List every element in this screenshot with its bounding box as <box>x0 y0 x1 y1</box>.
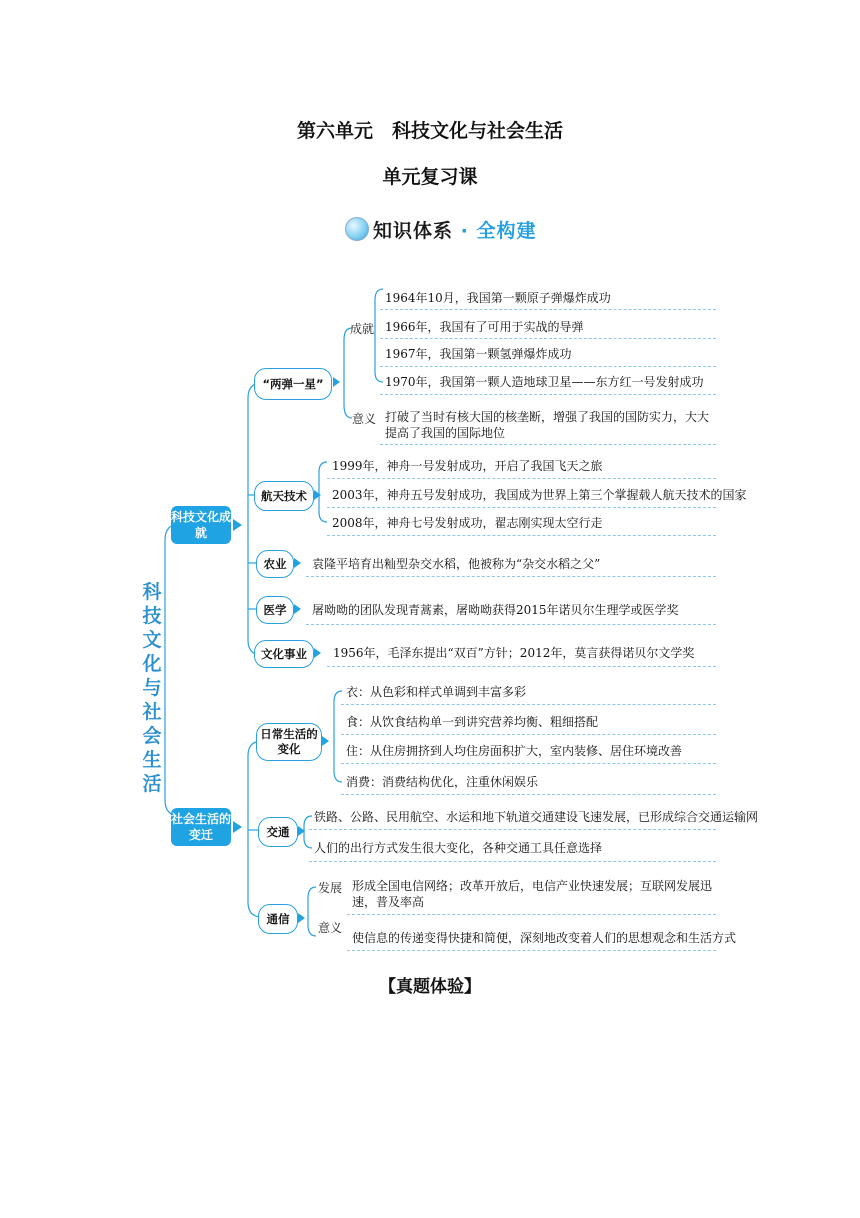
arrow-icon <box>314 490 321 500</box>
list-item: 衣：从色彩和样式单调到丰富多彩 <box>346 685 527 699</box>
arrow-icon <box>233 821 242 833</box>
divider <box>341 763 716 764</box>
divider <box>327 666 716 667</box>
divider <box>306 624 716 625</box>
list-item: 消费：消费结构优化，注重休闲娱乐 <box>346 775 539 789</box>
comm-meaning-text: 使信息的传递变得快捷和简便，深刻地改变着人们的思想观念和生活方式 <box>352 931 737 945</box>
node-medicine: 医学 <box>256 596 294 624</box>
divider <box>327 535 716 536</box>
list-item: 2003年，神舟五号发射成功，我国成为世界上第三个掌握载人航天技术的国家 <box>332 488 747 502</box>
arrow-icon <box>233 519 242 531</box>
node-culture: 文化事业 <box>254 640 314 668</box>
divider <box>341 794 716 795</box>
node-traffic: 交通 <box>258 817 298 847</box>
list-item: 食：从饮食结构单一到讲究营养均衡、粗细搭配 <box>346 715 599 729</box>
list-item: 2008年，神舟七号发射成功，翟志刚实现太空行走 <box>332 516 603 530</box>
arrow-icon <box>322 736 329 746</box>
divider <box>306 576 716 577</box>
node-space: 航天技术 <box>254 481 314 511</box>
list-item: 1964年10月，我国第一颗原子弹爆炸成功 <box>385 291 611 305</box>
tag-development: 发展 <box>318 881 343 895</box>
list-item: 人们的出行方式发生很大变化，各种交通工具任意选择 <box>314 841 603 855</box>
node-two-bombs: “两弹一星” <box>254 368 332 400</box>
arrow-icon <box>333 377 340 387</box>
list-item: 1967年，我国第一颗氢弹爆炸成功 <box>385 347 572 361</box>
divider <box>380 366 716 367</box>
divider <box>309 861 716 862</box>
node-daily-life: 日常生活的变化 <box>256 723 322 761</box>
divider <box>347 914 716 915</box>
divider <box>341 734 716 735</box>
divider <box>380 309 716 310</box>
arrow-icon <box>294 558 301 568</box>
list-item: 1966年，我国有了可用于实战的导弹 <box>385 320 584 334</box>
divider <box>327 507 716 508</box>
tag-meaning: 意义 <box>318 921 343 935</box>
lesson-subtitle: 单元复习课 <box>382 166 478 188</box>
banner-dot: · <box>460 219 469 242</box>
list-item: 1999年，神舟一号发射成功，开启了我国飞天之旅 <box>332 459 603 473</box>
arrow-icon <box>298 826 305 836</box>
list-item: 1970年，我国第一颗人造地球卫星——东方红一号发射成功 <box>385 375 704 389</box>
list-item: 住：从住房拥挤到人均住房面积扩大，室内装修、居住环境改善 <box>346 744 683 758</box>
list-item: 铁路、公路、民用航空、水运和地下轨道交通建设飞速发展，已形成综合交通运输网 <box>314 810 759 824</box>
tag-meaning: 意义 <box>352 412 377 426</box>
arrow-icon <box>314 648 321 658</box>
arrow-icon <box>298 913 305 923</box>
root-title: 科技文化与社会生活 <box>142 581 162 795</box>
node-communication: 通信 <box>258 904 298 934</box>
culture-text: 1956年，毛泽东提出“双百”方针；2012年，莫言获得诺贝尔文学奖 <box>333 646 695 660</box>
branch-society: 社会生活的变迁 <box>171 808 231 846</box>
unit-title: 第六单元 科技文化与社会生活 <box>296 120 563 142</box>
comm-development-text: 形成全国电信网络；改革开放后，电信产业快速发展；互联网发展迅速，普及率高 <box>352 879 713 909</box>
divider <box>380 444 716 445</box>
divider <box>380 338 716 339</box>
arrow-icon <box>294 604 301 614</box>
divider <box>309 829 716 830</box>
section-heading-real-questions: 【真题体验】 <box>379 977 481 997</box>
divider <box>327 478 716 479</box>
agriculture-text: 袁隆平培育出籼型杂交水稻，他被称为“杂交水稻之父” <box>312 557 601 571</box>
banner-text-blue: 全构建 <box>476 219 537 242</box>
branch-tech: 科技文化成就 <box>171 506 231 544</box>
divider <box>347 950 716 951</box>
divider <box>380 394 716 395</box>
meaning-text: 打破了当时有核大国的核垄断，增强了我国的国防实力，大大提高了我国的国际地位 <box>385 410 710 440</box>
tag-achievement: 成就 <box>350 322 375 336</box>
banner-text-black: 知识体系 <box>373 219 454 242</box>
divider <box>341 704 716 705</box>
medicine-text: 屠呦呦的团队发现青蒿素，屠呦呦获得2015年诺贝尔生理学或医学奖 <box>312 603 679 617</box>
node-agriculture: 农业 <box>256 550 294 578</box>
